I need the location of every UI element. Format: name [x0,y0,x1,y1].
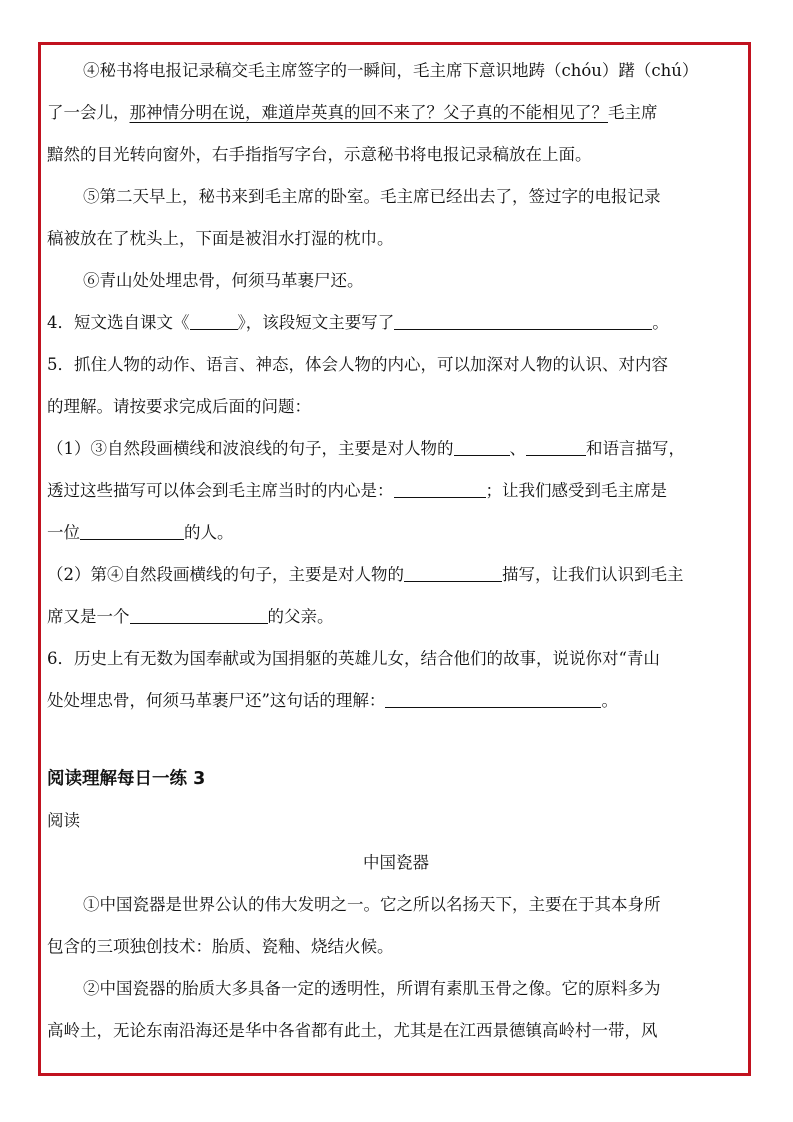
question-5-2-line-1: （2）第④自然段画横线的句子，主要是对人物的 描写，让我们认识到毛主 [47,565,684,584]
question-5-2-line-2: 席又是一个 的父亲。 [47,607,334,626]
answer-blank[interactable] [394,479,486,498]
article-paragraph-1-line-2: 包含的三项独创技术：胎质、瓷釉、烧结火候。 [47,937,394,956]
article-paragraph-2-line-2: 高岭土，无论东南沿海还是华中各省都有此土，尤其是在江西景德镇高岭村一带，风 [47,1021,658,1040]
article-title: 中国瓷器 [363,853,429,872]
answer-blank[interactable] [385,689,601,708]
answer-blank[interactable] [394,311,652,330]
question-5-1-line-2: 透过这些描写可以体会到毛主席当时的内心是： ；让我们感受到毛主席是 [47,481,667,500]
document-body [47,50,745,1052]
passage-paragraph-4-line-2: 了一会儿，那神情分明在说，难道岸英真的回不来了？父子真的不能相见了？毛主席 [47,103,658,122]
passage-paragraph-5-line-1: ⑤第二天早上，秘书来到毛主席的卧室。毛主席已经出去了，签过字的电报记录 [83,187,661,206]
answer-blank[interactable] [404,563,502,582]
question-4: 4．短文选自课文《 》，该段短文主要写了 。 [47,313,669,332]
passage-paragraph-4-line-3: 黯然的目光转向窗外，右手指指写字台，示意秘书将电报记录稿放在上面。 [47,145,592,164]
article-paragraph-2-line-1: ②中国瓷器的胎质大多具备一定的透明性，所谓有素肌玉骨之像。它的原料多为 [83,979,661,998]
article-paragraph-1-line-1: ①中国瓷器是世界公认的伟大发明之一。它之所以名扬天下，主要在于其本身所 [83,895,661,914]
passage-paragraph-4-line-1: ④秘书将电报记录稿交毛主席签字的一瞬间，毛主席下意识地踌（chóu）躇（chú） [83,61,699,80]
question-6-line-2: 处处埋忠骨，何须马革裹尸还”这句话的理解： 。 [47,691,618,710]
answer-blank[interactable] [526,437,586,456]
section-instruction: 阅读 [47,811,80,830]
answer-blank[interactable] [190,311,238,330]
underlined-sentence: 那神情分明在说，难道岸英真的回不来了？父子真的不能相见了？ [129,103,608,122]
passage-paragraph-6: ⑥青山处处埋忠骨，何须马革裹尸还。 [83,271,364,290]
passage-paragraph-5-line-2: 稿被放在了枕头上，下面是被泪水打湿的枕巾。 [47,229,394,248]
question-5-1-line-1: （1）③自然段画横线和波浪线的句子，主要是对人物的 、 和语言描写， [47,439,685,458]
question-6-line-1: 6．历史上有无数为国奉献或为国捐躯的英雄儿女，结合他们的故事，说说你对“青山 [47,649,660,668]
question-5-line-2: 的理解。请按要求完成后面的问题： [47,397,311,416]
answer-blank[interactable] [130,605,268,624]
answer-blank[interactable] [80,521,184,540]
question-5-1-line-3: 一位 的人。 [47,523,234,542]
answer-blank[interactable] [454,437,510,456]
question-5-line-1: 5．抓住人物的动作、语言、神态，体会人物的内心，可以加深对人物的认识、对内容 [47,355,668,374]
section-heading: 阅读理解每日一练 3 [47,769,206,789]
